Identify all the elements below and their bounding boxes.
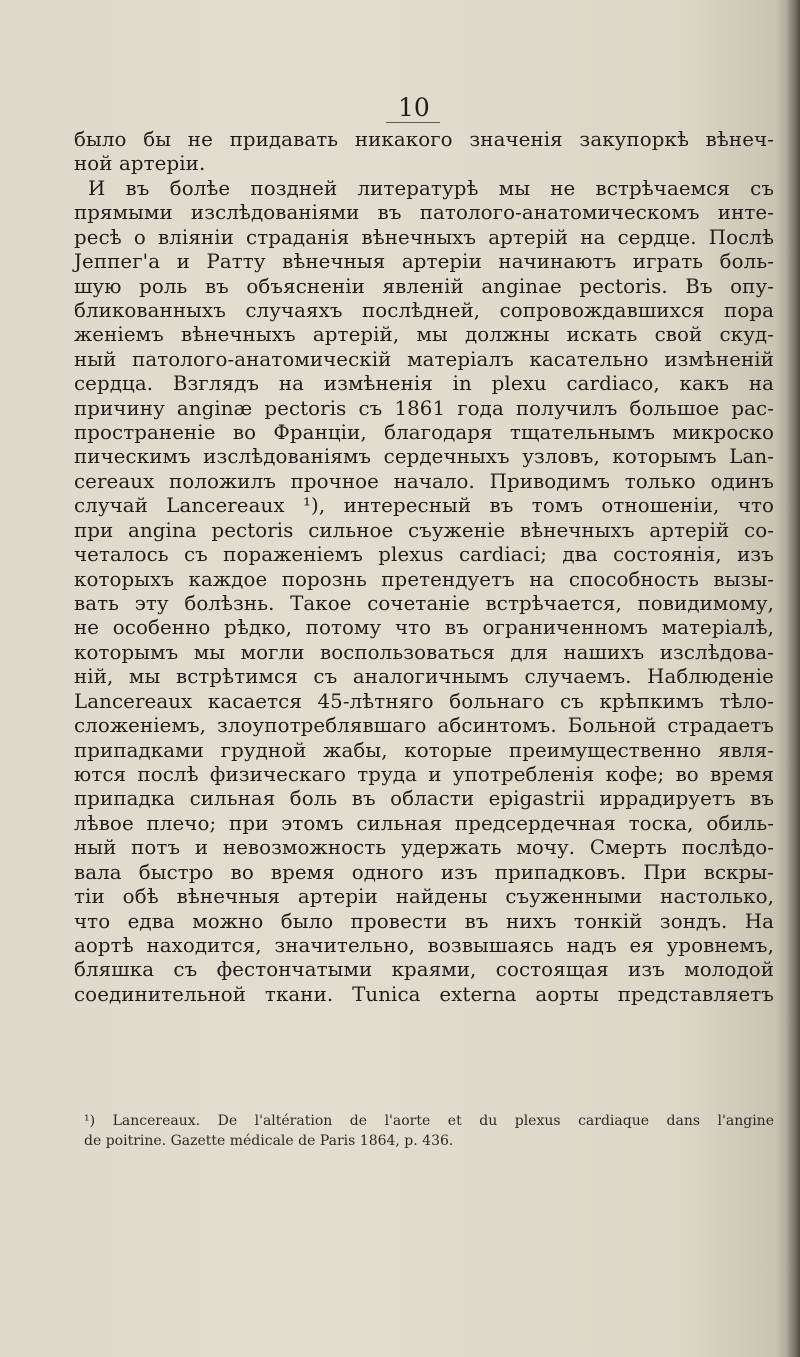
text-line: которыхъ каждое порознь претендуетъ на способность вызы- — [74, 567, 774, 591]
text-line: вала быстро во время одного изъ припадковъ. При вскры- — [74, 860, 774, 884]
text-line: тіи обѣ вѣнечныя артеріи найдены съуженными настолько, — [74, 885, 774, 909]
text-line: не особенно рѣдко, потому что въ ограниченномъ матеріалѣ, — [74, 616, 774, 640]
footnote-line: de poitrine. Gazette médicale de Paris 1864, p. 436. — [84, 1133, 454, 1149]
footnote-line: ¹) Lancereaux. De l'altération de l'aorte et du plexus cardiaque dans l'angine — [84, 1113, 774, 1129]
text-line: cereaux положилъ прочное начало. Приводимъ только одинъ — [74, 469, 774, 493]
text-line: прямыми изслѣдованіями въ патолого-анатомическомъ инте- — [74, 201, 774, 225]
text-line: сердца. Взглядъ на измѣненія in plexu cardiaco, какъ на — [74, 372, 774, 396]
page-edge-shadow — [786, 0, 800, 1357]
text-line: женіемъ вѣнечныхъ артерій, мы должны искать свой скуд- — [74, 323, 774, 347]
text-line: припадками грудной жабы, которые преимущественно явля- — [74, 738, 774, 762]
text-line: ный потъ и невозможность удержать мочу. Смерть послѣдо- — [74, 836, 774, 860]
footnote — [84, 1111, 774, 1151]
text-line: ресѣ о вліяніи страданія вѣнечныхъ артерій на сердце. Послѣ — [74, 225, 774, 249]
text-line: соединительной ткани. Tunica externa аорты представляетъ — [74, 982, 774, 1006]
text-line: что едва можно было провести въ нихъ тонкій зондъ. На — [74, 909, 774, 933]
text-line: пическимъ изслѣдованіямъ сердечныхъ узловъ, которымъ Lan- — [74, 445, 774, 469]
text-line: было бы не придавать никакого значенія закупоркѣ вѣнеч- — [74, 128, 774, 151]
page-number: 10 — [398, 93, 430, 122]
text-line: бликованныхъ случаяхъ послѣдней, сопровождавшихся пора — [74, 298, 774, 322]
text-line: аортѣ находится, значительно, возвышаясь надъ ея уровнемъ, — [74, 933, 774, 957]
text-line: ются послѣ физическаго труда и употребленія кофе; во время — [74, 762, 774, 786]
text-line: четалось съ пораженіемъ plexus cardiaci; два состоянія, изъ — [74, 543, 774, 567]
body-text — [74, 128, 774, 1007]
text-line: причину anginæ pectoris съ 1861 года получилъ большое рас- — [74, 396, 774, 420]
text-line: при angina pectoris сильное съуженіе вѣнечныхъ артерій со- — [74, 518, 774, 542]
text-line: пространеніе во Франціи, благодаря тщательнымъ микроско — [74, 421, 774, 445]
text-line: бляшка съ фестончатыми краями, состоящая изъ молодой — [74, 958, 774, 982]
text-line: И въ болѣе поздней литературѣ мы не встрѣчаемся съ — [88, 176, 774, 200]
text-line: которымъ мы могли воспользоваться для нашихъ изслѣдова- — [74, 640, 774, 664]
text-line: припадка сильная боль въ области epigastrii иррадируетъ въ — [74, 787, 774, 811]
text-line: ный патолого-анатомическій матеріалъ касательно измѣненій — [74, 347, 774, 371]
text-line: вать эту болѣзнь. Такое сочетаніе встрѣчается, повидимому, — [74, 592, 774, 616]
text-line: ной артеріи. — [74, 152, 206, 176]
text-line: шую роль въ объясненіи явленій anginae pectoris. Въ опу- — [74, 274, 774, 298]
text-line: случай Lancereaux ¹), интересный въ томъ отношеніи, что — [74, 494, 774, 518]
text-line: сложеніемъ, злоупотреблявшаго абсинтомъ. Больной страдаетъ — [74, 714, 774, 738]
text-line: Јеппег'а и Ратту вѣнечныя артеріи начинаютъ играть боль- — [74, 250, 774, 274]
text-line: ній, мы встрѣтимся съ аналогичнымъ случаемъ. Наблюденіе — [74, 665, 774, 689]
text-line: лѣвое плечо; при этомъ сильная предсердечная тоска, обиль- — [74, 811, 774, 835]
page-number-rule — [386, 122, 440, 123]
text-line: Lancereaux касается 45-лѣтняго больнаго съ крѣпкимъ тѣло- — [74, 689, 774, 713]
